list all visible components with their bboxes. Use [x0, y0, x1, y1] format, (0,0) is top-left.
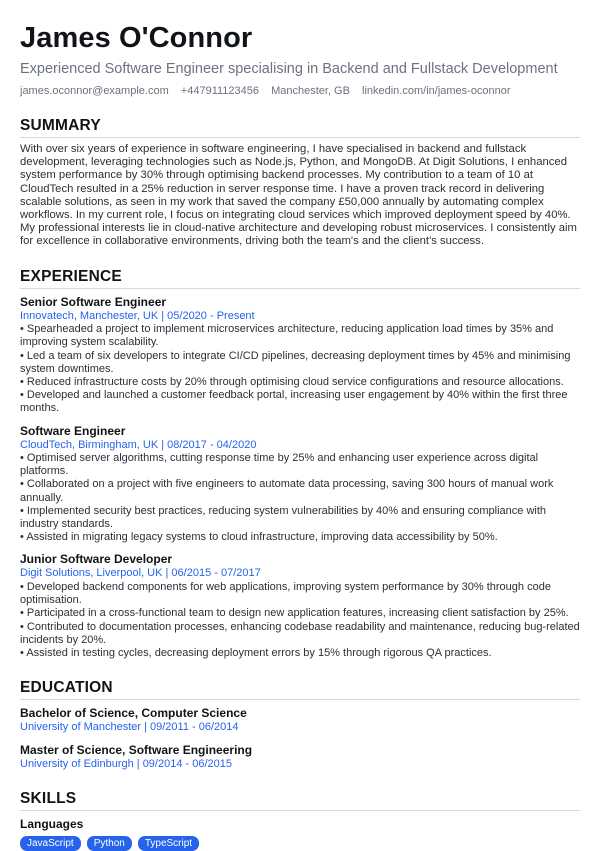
job-title: Junior Software Developer	[20, 552, 173, 567]
summary-section	[20, 116, 580, 249]
job-bullet: • Assisted in testing cycles, decreasing deployment errors by 15% through rigorous QA practices.	[20, 647, 580, 660]
summary-text: With over six years of experience in software engineering, I have specialised in backend and fullstack development, leveraging technologies such as Node.js, Python, and MongoDB. At Digit Solutions, I enhanced system performance by 30% through optimising backend processes. My contribution to a team of 10 at CloudTech resulted in a 25% reduction in server response time. I have a proven track record in delivering scalable solutions, as seen in my work that saved the company £50,000 annually by automating complex workflows. In my current role, I focus on integrating cloud services which improved deployment speed by 40%. My professional interests lie in cloud-native architecture and developing robust microservices. I consistently aim for excellence in collaborative environments, driving both the team's and the client's success.	[20, 143, 577, 248]
contact-phone[interactable]: +447911123456	[180, 85, 259, 97]
job-bullet: • Led a team of six developers to integrate CI/CD pipelines, decreasing deployment times by 45% and minimising system downtimes.	[20, 350, 580, 376]
job-meta: Digit Solutions, Liverpool, UK | 06/2015 - 07/2017	[20, 567, 261, 580]
job-bullets	[20, 581, 580, 660]
job-bullets	[20, 452, 580, 544]
degree-meta: University of Manchester | 09/2011 - 06/2014	[20, 721, 239, 734]
education-entry	[20, 706, 580, 735]
job-title: Senior Software Engineer	[20, 294, 167, 309]
job-bullet: • Assisted in migrating legacy systems to cloud infrastructure, improving data accessibility by 50%.	[20, 531, 580, 544]
job-bullet: • Contributed to documentation processes, enhancing codebase readability and maintenance, reducing bug-related incidents by 20%.	[20, 621, 580, 647]
contact-location: Manchester, GB	[271, 85, 350, 97]
experience-section	[20, 267, 580, 661]
skill-tag: TypeScript	[138, 836, 199, 851]
contact-linkedin[interactable]: linkedin.com/in/james-oconnor	[362, 85, 511, 97]
job-bullet: • Developed backend components for web applications, improving system performance by 30% through code optimisation.	[20, 581, 580, 607]
education-entry	[20, 743, 580, 772]
job-bullet: • Reduced infrastructure costs by 20% through optimising cloud service configurations and resource allocations.	[20, 376, 580, 389]
degree-title: Bachelor of Science, Computer Science	[20, 706, 247, 721]
section-title-skills: SKILLS	[20, 789, 580, 811]
job-bullet: • Implemented security best practices, reducing system vulnerabilities by 40% and ensuring compliance with industry standards.	[20, 505, 580, 531]
skills-section	[20, 789, 580, 851]
degree-title: Master of Science, Software Engineering	[20, 742, 253, 757]
candidate-name: James O'Connor	[20, 22, 253, 54]
section-title-summary: SUMMARY	[20, 116, 580, 138]
contact-line	[20, 84, 580, 98]
job-bullet: • Spearheaded a project to implement microservices architecture, reducing application load times by 35% and improving system scalability.	[20, 323, 580, 349]
job-meta: CloudTech, Birmingham, UK | 08/2017 - 04/2020	[20, 438, 257, 451]
job-list	[20, 295, 580, 661]
job-entry	[20, 424, 580, 545]
job-entry	[20, 552, 580, 660]
education-section	[20, 678, 580, 771]
job-bullet: • Developed and launched a customer feedback portal, increasing user engagement by 40% within the first three months.	[20, 389, 580, 415]
education-list	[20, 706, 580, 771]
job-title: Software Engineer	[20, 423, 126, 438]
job-bullets	[20, 323, 580, 415]
job-bullet: • Collaborated on a project with five engineers to automate data processing, saving 300 hours of manual work annually.	[20, 478, 580, 504]
section-title-education: EDUCATION	[20, 678, 580, 700]
candidate-headline: Experienced Software Engineer specialising in Backend and Fullstack Development	[20, 61, 558, 77]
degree-meta: University of Edinburgh | 09/2014 - 06/2015	[20, 757, 232, 770]
job-bullet: • Participated in a cross-functional team to design new application features, increasing client satisfaction by 25%.	[20, 607, 580, 620]
skill-tag: Python	[87, 836, 132, 851]
skill-tag: JavaScript	[20, 836, 81, 851]
job-meta: Innovatech, Manchester, UK | 05/2020 - Present	[20, 309, 255, 322]
job-entry	[20, 295, 580, 416]
job-bullet: • Optimised server algorithms, cutting response time by 25% and enhancing user experience across digital platforms.	[20, 452, 580, 478]
section-title-experience: EXPERIENCE	[20, 267, 580, 289]
contact-email[interactable]: james.oconnor@example.com	[20, 85, 169, 97]
skill-group-title: Languages	[20, 817, 84, 832]
